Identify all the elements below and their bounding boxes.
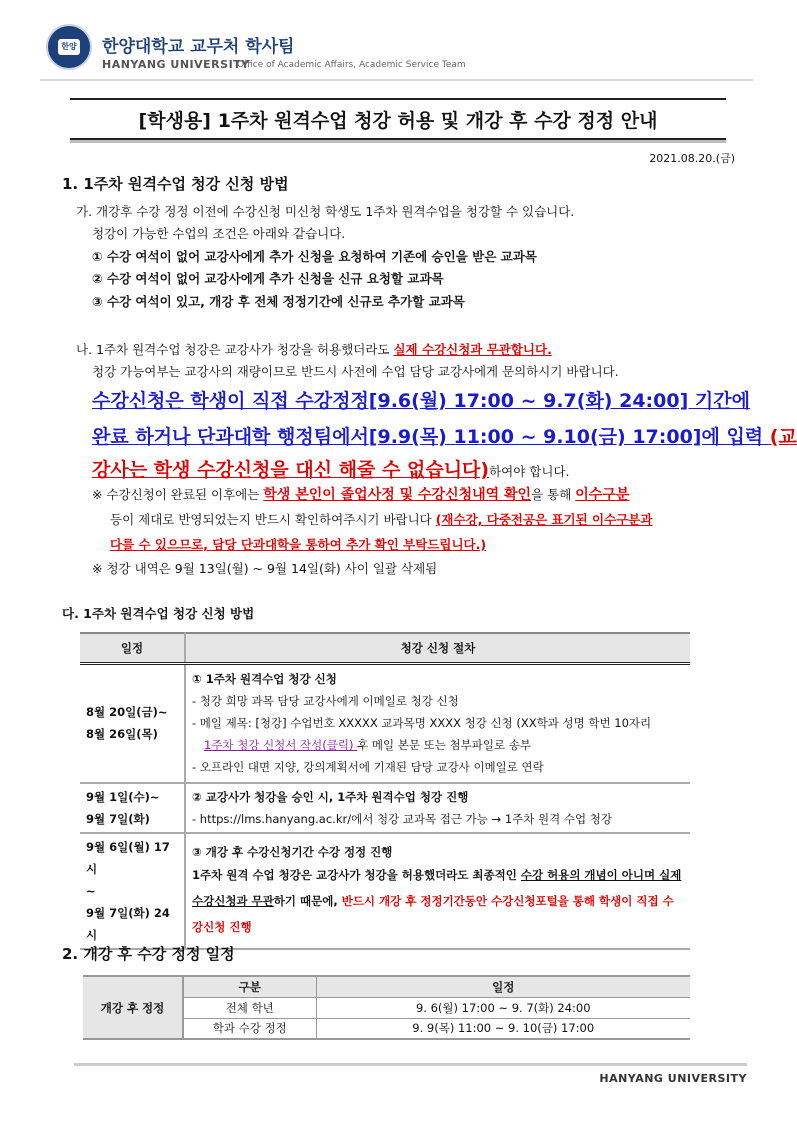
row-group-label: 개강 후 정정 bbox=[83, 976, 183, 1039]
university-seal-logo: 한양 bbox=[46, 24, 92, 70]
text: 9월 7일(화) 24시 bbox=[86, 906, 170, 942]
text: 완료 하거나 단과대학 행정팀에서[9.9(목) 11:00 ~ 9.10(금) 17:00]에 입력 bbox=[92, 426, 770, 448]
text: - https://lms.hanyang.ac.kr/에서 청강 교과목 접근 가능 → 1주차 원격 수업 청강 bbox=[192, 812, 613, 826]
big-notice-1: 수강신청은 학생이 직접 수강정정[9.6(월) 17:00 ~ 9.7(화) 24:00] 기간에 bbox=[92, 390, 750, 412]
text: 8월 26일(목) bbox=[86, 727, 158, 742]
text: ※ 수강신청이 완료된 이후에는 bbox=[92, 487, 264, 502]
condition-1: ① 수강 여석이 없어 교강사에게 추가 신청을 요청하여 기존에 승인을 받은 교과목 bbox=[92, 249, 537, 264]
note-1 bbox=[92, 484, 629, 504]
page-title: [학생용] 1주차 원격수업 청강 허용 및 개강 후 수강 정정 안내 bbox=[70, 98, 726, 140]
para-na-2: 청강 가능여부는 교강사의 재량이므로 반드시 사전에 수업 담당 교강사에게 문의하시기 바랍니다. bbox=[92, 364, 619, 379]
audit-procedure-table bbox=[80, 632, 690, 950]
text: 강사는 학생 수강신청을 대신 해줄 수 없습니다) bbox=[92, 459, 490, 481]
text: ~ bbox=[86, 884, 96, 898]
org-name: 한양대학교 교무처 학사팀 bbox=[102, 37, 295, 57]
text: 등이 제대로 반영되었는지 반드시 확인하여주시기 바랍니다 bbox=[110, 512, 436, 527]
text: - 오프라인 대면 지양, 강의계획서에 기재된 담당 교강사 이메일로 연락 bbox=[192, 760, 544, 775]
header-divider bbox=[40, 79, 753, 81]
big-notice-3 bbox=[92, 455, 570, 482]
text: (교 bbox=[769, 426, 797, 448]
text: ① 1주차 원격수업 청강 신청 bbox=[192, 672, 337, 687]
office-name: Office of Academic Affairs, Academic Service Team bbox=[237, 60, 466, 70]
section-1-heading: 1. 1주차 원격수업 청강 신청 방법 bbox=[62, 175, 289, 193]
header-category: 구분 bbox=[183, 976, 316, 997]
big-notice-2 bbox=[92, 422, 797, 449]
procedure-cell bbox=[185, 663, 690, 783]
text: 하기 때문에, bbox=[273, 894, 342, 908]
para-ga-2: 청강이 가능한 수업의 조건은 아래와 같습니다. bbox=[92, 226, 346, 241]
text: 9월 6일(월) 17시 bbox=[86, 840, 170, 876]
procedure-cell bbox=[185, 783, 690, 833]
table-row bbox=[80, 783, 690, 833]
procedure-cell bbox=[185, 833, 690, 949]
emphasis: 실제 수강신청과 무관합니다. bbox=[393, 342, 552, 357]
text: 학생 본인이 졸업사정 및 수강신청내역 확인 bbox=[263, 487, 532, 503]
text: (재수강, 다중전공은 표기된 이수구분과 bbox=[435, 512, 653, 527]
text: 8월 20일(금)~ bbox=[86, 705, 168, 720]
note-4: ※ 청강 내역은 9월 13일(월) ~ 9월 14일(화) 사이 일괄 삭제됨 bbox=[92, 561, 438, 576]
table-row bbox=[80, 663, 690, 783]
header-schedule: 일정 bbox=[316, 976, 690, 997]
text: 9월 7일(화) bbox=[86, 812, 150, 826]
header-date: 일정 bbox=[80, 633, 185, 663]
section-2-heading: 2. 개강 후 수강 정정 일정 bbox=[62, 945, 235, 963]
date-cell bbox=[80, 833, 185, 949]
text: 반드시 개강 후 정정기간동안 수강신청포털을 통해 학생이 직접 수강신청 진행 bbox=[192, 894, 674, 934]
text: - 메일 제목: [청강] 수업번호 XXXXX 교과목명 XXXX 청강 신청 (XX학과 성명 학번 10자리 bbox=[192, 716, 652, 731]
date-cell bbox=[80, 663, 185, 783]
text: 수강 허용의 개념이 아니며 실제 수강신청과 무관 bbox=[192, 868, 682, 908]
note-3: 다를 수 있으므로, 담당 단과대학을 통하여 추가 확인 부탁드립니다.) bbox=[110, 537, 487, 552]
text: 1주차 원격 수업 청강은 교강사가 청강을 허용했더라도 최종적인 bbox=[192, 868, 521, 882]
footer-brand: HANYANG UNIVERSITY bbox=[599, 1072, 747, 1085]
condition-2: ② 수강 여석이 없어 교강사에게 추가 신청을 신규 요청할 교과목 bbox=[92, 271, 444, 286]
schedule-cell: 9. 9(목) 11:00 ~ 9. 10(금) 17:00 bbox=[316, 1018, 690, 1039]
note-2 bbox=[110, 510, 652, 528]
para-ga-1: 가. 개강후 수강 정정 이전에 수강신청 미신청 학생도 1주차 원격수업을 청강할 수 있습니다. bbox=[76, 204, 575, 219]
date: 2021.08.20.(금) bbox=[649, 152, 735, 165]
text: 나. 1주차 원격수업 청강은 교강사가 청강을 허용했더라도 bbox=[76, 342, 394, 357]
date-cell bbox=[80, 783, 185, 833]
schedule-cell: 9. 6(월) 17:00 ~ 9. 7(화) 24:00 bbox=[316, 997, 690, 1018]
text: ② 교강사가 청강을 승인 시, 1주차 원격수업 청강 진행 bbox=[192, 790, 469, 804]
condition-3: ③ 수강 여석이 있고, 개강 후 전체 정정기간에 신규로 추가할 교과목 bbox=[92, 294, 465, 309]
text: ③ 개강 후 수강신청기간 수강 정정 진행 bbox=[192, 845, 393, 859]
text: 하여야 합니다. bbox=[489, 464, 570, 479]
section-da-heading: 다. 1주차 원격수업 청강 신청 방법 bbox=[62, 606, 255, 621]
text: - 청강 희망 과목 담당 교강사에게 이메일로 청강 신청 bbox=[192, 694, 459, 709]
text: 을 통해 bbox=[531, 487, 576, 502]
header-procedure: 청강 신청 절차 bbox=[185, 633, 690, 663]
university-name: HANYANG UNIVERSITY bbox=[102, 58, 250, 71]
text: 9월 1일(수)~ bbox=[86, 790, 160, 804]
para-na-1 bbox=[76, 340, 552, 358]
table-row bbox=[80, 833, 690, 949]
text: 후 메일 본문 또는 첨부파일로 송부 bbox=[357, 738, 531, 753]
category-cell: 학과 수강 정정 bbox=[183, 1018, 316, 1039]
correction-schedule-table bbox=[83, 975, 690, 1040]
footer-divider bbox=[74, 1063, 747, 1066]
application-form-link[interactable]: 1주차 청강 신청서 작성(클릭) bbox=[204, 738, 358, 753]
text: 이수구분 bbox=[575, 487, 630, 503]
category-cell: 전체 학년 bbox=[183, 997, 316, 1018]
